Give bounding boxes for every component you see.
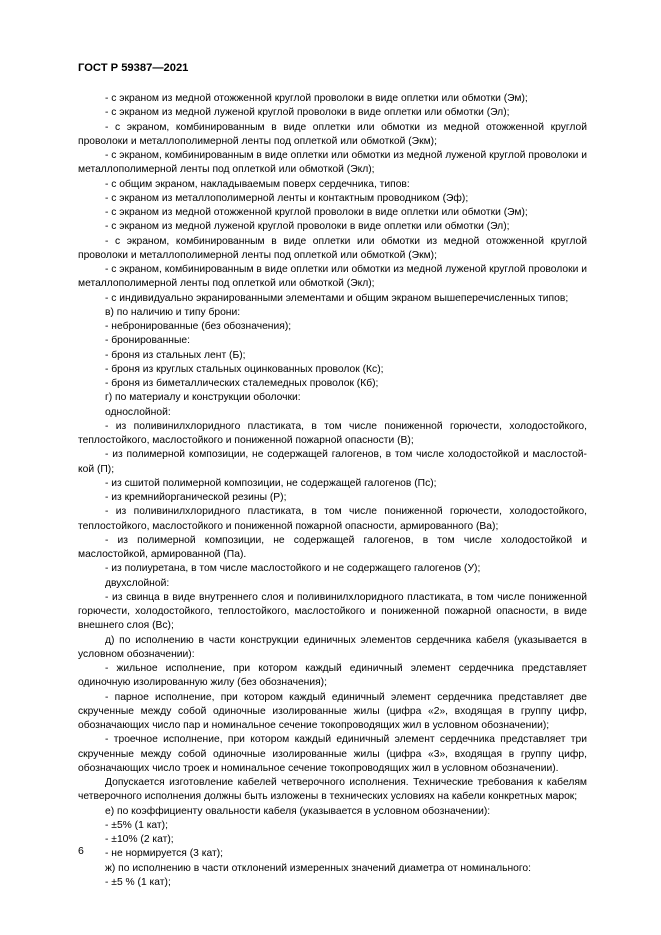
paragraph: ж) по исполнению в части отклонений измеренных значений диаметра от номинального:	[105, 862, 531, 874]
paragraph: - с общим экраном, накладываемым поверх сердечника, типов:	[105, 178, 410, 190]
paragraph: г) по материалу и конструкции оболочки:	[105, 392, 301, 404]
paragraph: - из поливинилхлоридного пластиката, в том числе пониженной горючести, холодостойкого, теплостойкого, маслостойкого и пониженной пожарной опасности, армированного (Ва);	[78, 506, 587, 532]
paragraph: - из полиуретана, в том числе маслостойкого и не содержащего галогенов (У);	[105, 563, 481, 575]
paragraph: - с экраном из медной луженой круглой проволоки в виде оплетки или обмотки (Эл);	[105, 107, 510, 119]
paragraph: - с экраном из медной луженой круглой проволоки в виде оплетки или обмотки (Эл);	[105, 221, 510, 233]
paragraph: - из свинца в виде внутреннего слоя и поливинилхлоридного пластиката, в том числе пониженной горючести, холодостойкого, теплостойкого, маслостойкого и пониженной пожарной опасности, в виде внешнего слоя (Вс);	[78, 591, 587, 632]
paragraph: - ±5 % (1 кат);	[105, 876, 171, 888]
paragraph: - с экраном, комбинированным в виде оплетки или обмотки из медной луженой круглой проволоки и металлополимерной ленты под оплеткой или обмоткой (Экл);	[78, 150, 587, 176]
paragraph: - с экраном из металлополимерной ленты и контактным проводником (Эф);	[105, 192, 469, 204]
paragraph: - с индивидуально экранированными элементами и общим экраном вышеперечисленных типов;	[105, 292, 569, 304]
document-header: ГОСТ Р 59387—2021	[78, 62, 189, 74]
paragraph: - ±5% (1 кат);	[105, 819, 168, 831]
page-number: 6	[78, 845, 84, 857]
paragraph: - с экраном, комбинированным в виде оплетки или обмотки из медной отожженной круглой проволоки и металлополимерной ленты под оплеткой или обмоткой (Экм);	[78, 235, 587, 261]
paragraph: е) по коэффициенту овальности кабеля (указывается в условном обозначении):	[105, 805, 491, 817]
paragraph: - броня из стальных лент (Б);	[105, 349, 246, 361]
paragraph: - из полимерной композиции, не содержащей галогенов, в том числе холодостойкой и маслостой-кой (П);	[78, 449, 587, 475]
paragraph: - из кремнийорганической резины (Р);	[105, 492, 287, 503]
paragraph: Допускается изготовление кабелей четверочного исполнения. Технические требования к кабелям четверочного исполнения должны быть изложены в технических условиях на кабели конкретных марок;	[78, 777, 587, 803]
paragraph: двухслойной:	[105, 577, 170, 589]
paragraph: д) по исполнению в части конструкции единичных элементов сердечника кабеля (указывается в условном обозначении):	[78, 634, 587, 660]
paragraph: - с экраном из медной отожженной круглой проволоки в виде оплетки или обмотки (Эм);	[105, 207, 528, 218]
paragraph: - троечное исполнение, при котором каждый единичный элемент сердечника представляет три скрученные между собой одиночные изолированные жилы (цифра «3», входящая в группу цифр, обозначающих число троек и номинальное сечение токопроводящих жил в условном обозначении).	[78, 734, 587, 774]
paragraph: - из поливинилхлоридного пластиката, в том числе пониженной горючести, холодостойкого, теплостойкого, маслостойкого и пониженной пожарной опасности (В);	[78, 420, 587, 446]
paragraph: - с экраном из медной отожженной круглой проволоки в виде оплетки или обмотки (Эм);	[105, 93, 528, 104]
paragraph: однослойной:	[105, 406, 171, 418]
paragraph: - из полимерной композиции, не содержащей галогенов, в том числе холодостойкой и маслостойкой, армированной (Па).	[78, 534, 587, 560]
paragraph: - броня из круглых стальных оцинкованных проволок (Кс);	[105, 363, 384, 375]
paragraph: - с экраном, комбинированным в виде оплетки или обмотки из медной отожженной круглой проволоки и металлополимерной ленты под оплеткой или обмоткой (Экм);	[78, 121, 587, 147]
paragraph: - жильное исполнение, при котором каждый единичный элемент сердечника представляет одиночную изолированную жилу (без обозначения);	[78, 663, 587, 689]
paragraph: в) по наличию и типу брони:	[105, 306, 241, 318]
paragraph: - не нормируется (3 кат);	[105, 848, 224, 860]
paragraph: - бронированные:	[105, 335, 190, 347]
paragraph: - ±10% (2 кат);	[105, 834, 174, 845]
paragraph: - из сшитой полимерной композиции, не содержащей галогенов (Пс);	[105, 477, 437, 489]
paragraph: - парное исполнение, при котором каждый единичный элемент сердечника представляет две скрученные между собой одиночные изолированные жилы (цифра «2», входящая в группу цифр, обозначающих число пар и номинальное сечение токопроводящих жил в условном обозначении);	[78, 691, 587, 731]
document-body	[78, 92, 587, 890]
paragraph: - небронированные (без обозначения);	[105, 321, 292, 332]
paragraph: - броня из биметаллических сталемедных проволок (Кб);	[105, 378, 379, 389]
paragraph: - с экраном, комбинированным в виде оплетки или обмотки из медной луженой круглой проволоки и металлополимерной ленты под оплеткой или обмоткой (Экл);	[78, 264, 587, 290]
